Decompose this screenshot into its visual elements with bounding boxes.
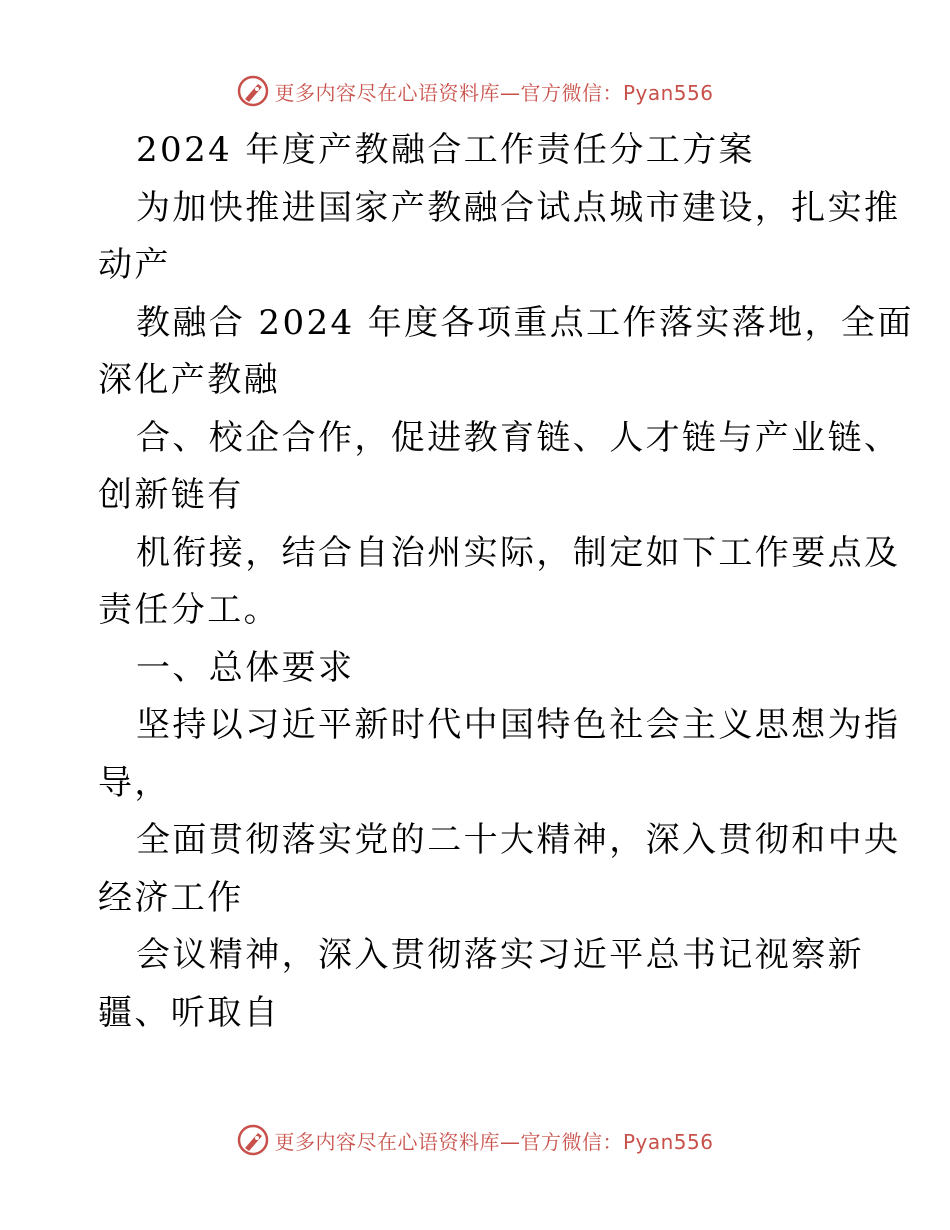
paragraph-line: 动产	[98, 245, 171, 285]
pen-logo-icon	[236, 1123, 270, 1157]
paragraph-line: 创新链有	[98, 475, 244, 515]
paragraph-line: 导，	[98, 762, 171, 803]
paragraph-line: 全面贯彻落实党的二十大精神，深入贯彻和中央	[136, 820, 901, 860]
watermark-footer	[0, 1120, 950, 1160]
paragraph-line: 疆、听取自	[98, 992, 280, 1033]
watermark-text: 更多内容尽在心语资料库—官方微信：Pyan556	[274, 1129, 714, 1154]
watermark-text: 更多内容尽在心语资料库—官方微信：Pyan556	[274, 80, 714, 105]
pen-logo-icon	[236, 74, 270, 108]
paragraph-line: 责任分工。	[98, 590, 280, 630]
paragraph-line: 会议精神，深入贯彻落实习近平总书记视察新	[136, 935, 864, 975]
watermark-header	[0, 71, 950, 111]
section-heading: 一、总体要求	[136, 647, 355, 688]
paragraph-line: 合、校企合作，促进教育链、人才链与产业链、	[136, 417, 901, 458]
paragraph-line: 经济工作	[98, 877, 244, 918]
paragraph-line: 坚持以习近平新时代中国特色社会主义思想为指	[136, 705, 901, 745]
paragraph-line: 深化产教融	[98, 360, 280, 400]
paragraph-line: 为加快推进国家产教融合试点城市建设，扎实推	[136, 187, 901, 228]
paragraph-line: 机衔接，结合自治州实际，制定如下工作要点及	[136, 532, 901, 573]
document-body	[98, 122, 914, 1042]
paragraph-line: 教融合 2024 年度各项重点工作落实落地，全面	[136, 302, 914, 343]
document-title: 2024 年度产教融合工作责任分工方案	[136, 130, 755, 170]
